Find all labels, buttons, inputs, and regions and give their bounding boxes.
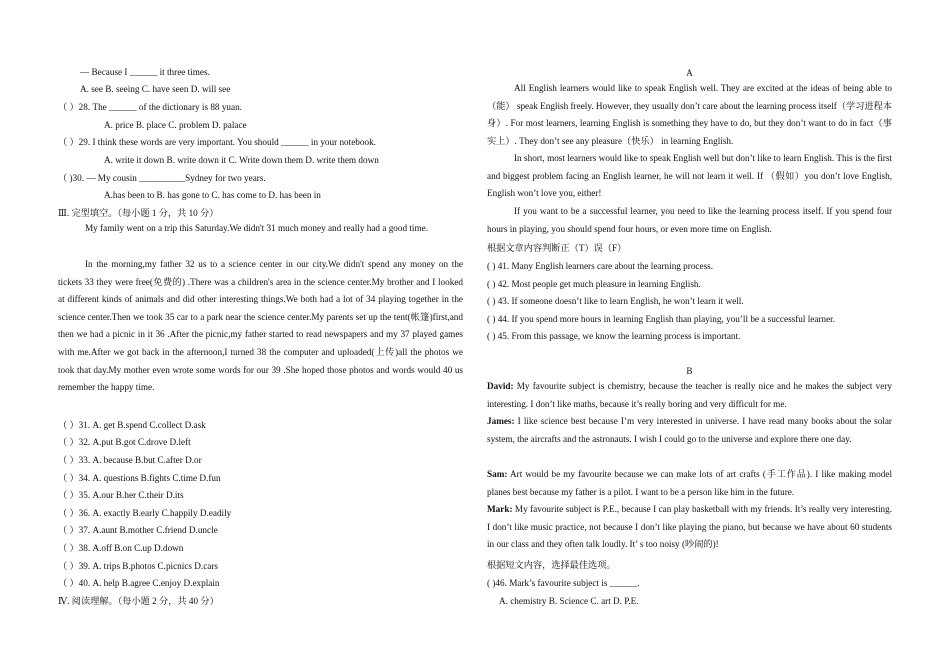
tf-question: ( ) 42. Most people get much pleasure in learning English.: [487, 279, 701, 289]
q27-options: A. see B. seeing C. have seen D. will see: [80, 84, 231, 94]
choice-line: （ ）34. A. questions B.fights C.time D.fun: [58, 473, 221, 483]
speaker-paragraph: [487, 501, 892, 554]
speaker-text: My favourite subject is chemistry, because the teacher is really nice and he makes the subject very interesting. I don’t like maths, because it’s really boring and very difficult for me.: [487, 381, 892, 409]
q29-options: A. write it down B. write down it C. Write down them D. write them down: [104, 155, 379, 165]
passage-a-paragraph-2: In short, most learners would like to speak English well but don’t like to learn English. This is the first and biggest problem facing an English learner, he will not learn it well. If （假如）you don’t love English, English won’t love you, either!: [487, 153, 892, 199]
passage-a-instruction: 根据文章内容判断正（T）误（F）: [487, 243, 627, 253]
choice-line: （ ）39. A. trips B.photos C.picnics D.cars: [58, 561, 219, 571]
cloze-paragraph-1: My family went on a trip this Saturday.We didn't 31 much money and really had a good time.: [85, 223, 428, 233]
choice-line: （ ）40. A. help B.agree C.enjoy D.explain: [58, 578, 220, 588]
q30-stem: （ )30. — My cousin __________Sydney for two years.: [58, 173, 266, 183]
speaker-text: Art would be my favourite because we can make lots of art crafts (手工作品). I like making model planes best because my father is a pilot. I want to be a person like him in the future.: [487, 469, 892, 497]
speaker-text: I like science best because I’m very interested in universe. I have read many books about the solar system, the aircrafts and the astronauts. I wish I could go to the universe and explore there one day.: [487, 416, 892, 444]
speaker-text: My favourite subject is P.E., because I can play basketball with my friends. It’s really very interesting. I don’t like music practice, not because I don’t like playing the piano, but because we have about 60 students in our class and they often talk loudly. It’ s too noisy (吵闹的)!: [487, 504, 892, 550]
q30-options: A.has been to B. has gone to C. has come to D. has been in: [104, 190, 321, 200]
tf-question: ( ) 41. Many English learners care about the learning process.: [487, 261, 714, 271]
choice-line: （ ）32. A.put B.got C.drove D.left: [58, 437, 191, 447]
speaker-paragraph: [487, 413, 892, 448]
passage-a-title: A: [686, 68, 693, 78]
cloze-paragraph-2: In the morning,my father 32 us to a science center in our city.We didn't spend any money on the tickets 33 they were free(免费的) .There was a children's area in the science center.My brother and I looked at different kinds of animals and did other interesting things.We both had a lot of 34 playing together in the science center.Then we took 35 car to a park near the science center.My parents set up the tent(帐篷)first,and then we had a picnic in it 36 .After the picnic,my father started to read newspapers and my 37 played games with me.After we got back in the afternoon,I turned 38 the computer and uploaded(上传)all the photos we took that day.My mother even wrote some words for our 39 .She hoped those photos and words would 40 us remember the happy time.: [58, 259, 463, 393]
q28-stem: （ ）28. The ______ of the dictionary is 88 yuan.: [58, 102, 242, 112]
section3-title: Ⅲ. 完型填空。（每小题 1 分，共 10 分）: [58, 208, 219, 218]
q46-stem: ( )46. Mark’s favourite subject is ______.: [487, 578, 640, 588]
speaker-paragraph: [487, 466, 892, 501]
q28-options: A. price B. place C. problem D. palace: [104, 120, 247, 130]
choice-line: （ ）33. A. because B.but C.after D.or: [58, 455, 202, 465]
choice-line: （ ）35. A.our B.her C.their D.its: [58, 490, 184, 500]
section4-title: Ⅳ. 阅读理解。（每小题 2 分，共 40 分）: [58, 596, 219, 606]
passage-b-instruction: 根据短文内容，选择最佳选项。: [487, 560, 616, 570]
tf-question: ( ) 43. If someone doesn’t like to learn English, he won’t learn it well.: [487, 296, 744, 306]
choice-line: （ ）37. A.aunt B.mother C.friend D.uncle: [58, 525, 218, 535]
speaker-paragraph: [487, 378, 892, 413]
speaker-name: David:: [487, 381, 514, 391]
q29-stem: （ ）29. I think these words are very important. You should ______ in your notebook.: [58, 137, 376, 147]
choice-line: （ ）31. A. get B.spend C.collect D.ask: [58, 420, 206, 430]
passage-b-title: B: [686, 366, 693, 376]
tf-question: ( ) 45. From this passage, we know the learning process is important.: [487, 331, 741, 341]
speaker-name: Mark:: [487, 504, 513, 514]
speaker-name: James:: [487, 416, 515, 426]
q27-stem: — Because I ______ it three times.: [80, 67, 210, 77]
speaker-name: Sam:: [487, 469, 508, 479]
passage-a-paragraph-1: All English learners would like to speak English well. They are excited at the ideas of being able to（能） speak English freely. However, they usually don’t care about the learning process itself（学习进程本身）. For most learners, learning English is something they have to do, but they don’t want to do in fact（事实上）. They don’t see any pleasure（快乐） in learning English.: [487, 83, 892, 146]
passage-a-paragraph-3: If you want to be a successful learner, you need to like the learning process itself. If you spend four hours in playing, you should spend four hours, or even more time on English.: [487, 206, 892, 234]
choice-line: （ ）36. A. exactly B.early C.happily D.eadily: [58, 508, 232, 518]
choice-line: （ ）38. A.off B.on C.up D.down: [58, 543, 184, 553]
q46-options: A. chemistry B. Science C. art D. P.E.: [499, 596, 639, 606]
tf-question: ( ) 44. If you spend more hours in learning English than playing, you’ll be a successful learner.: [487, 314, 836, 324]
